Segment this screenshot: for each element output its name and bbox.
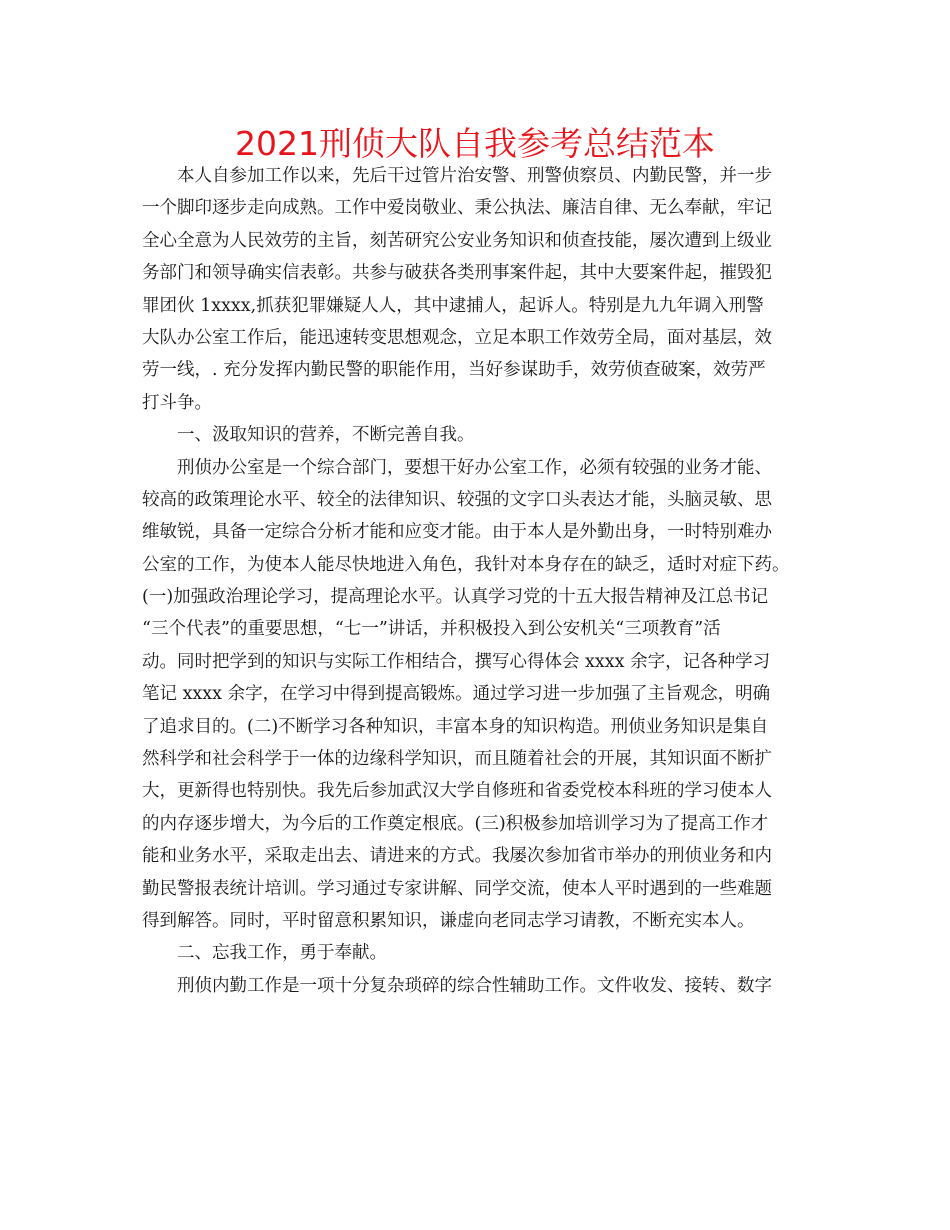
paragraph-line: (一)加强政治理论学习，提高理论水平。认真学习党的十五大报告精神及江总书记 [142,587,769,608]
paragraph-line: 劳一线，. 充分发挥内勤民警的职能作用，当好参谋助手，效劳侦查破案，效劳严 [142,360,766,381]
paragraph-line: 本人自参加工作以来，先后干过管片治安警、刑警侦察员、内勤民警，并一步 [177,166,772,186]
paragraph-line: 刑侦办公室是一个综合部门，要想干好办公室工作，必须有较强的业务才能、 [177,457,772,478]
section-heading: 二、忘我工作，勇于奉献。 [177,943,387,964]
paragraph-line: 公室的工作，为使本人能尽快地进入角色，我针对本身存在的缺乏，适时对症下药。 [142,554,790,575]
paragraph-line: 刑侦内勤工作是一项十分复杂琐碎的综合性辅助工作。文件收发、接转、数字 [177,975,772,996]
paragraph-line: 维敏锐，具备一定综合分析才能和应变才能。由于本人是外勤出身，一时特别难办 [142,522,772,543]
paragraph-line: 笔记 xxxx 余字，在学习中得到提高锻炼。通过学习进一步加强了主旨观念，明确 [142,684,771,705]
paragraph-line: 罪团伙 1xxxx,抓获犯罪嫌疑人人，其中逮捕人，起诉人。特别是九九年调入刑警 [142,295,764,316]
paragraph-line: 然科学和社会科学于一体的边缘科学知识，而且随着社会的开展，其知识面不断扩 [142,749,772,770]
paragraph-line: 的内存逐步增大，为今后的工作奠定根底。(三)积极参加培训学习为了提高工作才 [142,813,769,834]
paragraph-line: 大队办公室工作后，能迅速转变思想观念，立足本职工作效劳全局，面对基层，效 [142,327,772,348]
paragraph-line: 了追求目的。(二)不断学习各种知识，丰富本身的知识构造。刑侦业务知识是集自 [142,716,769,737]
paragraph-line: 能和业务水平，采取走出去、请进来的方式。我屡次参加省市举办的刑侦业务和内 [142,846,772,867]
paragraph-line: “三个代表”的重要思想，“七一”讲话，并积极投入到公安机关“三项教育”活 [142,619,721,640]
paragraph-line: 一个脚印逐步走向成熟。工作中爱岗敬业、秉公执法、廉洁自律、无么奉献，牢记 [142,198,772,219]
paragraph-line: 动。同时把学到的知识与实际工作相结合，撰写心得体会 xxxx 余字，记各种学习 [142,651,771,672]
section-heading: 一、汲取知识的营养，不断完善自我。 [177,425,475,446]
paragraph-line: 得到解答。同时，平时留意积累知识，谦虚向老同志学习请教，不断充实本人。 [142,910,755,931]
paragraph-line: 勤民警报表统计培训。学习通过专家讲解、同学交流，使本人平时遇到的一些难题 [142,878,772,899]
document-body [142,160,822,1002]
document-title: 2021刑侦大队自我参考总结范本 [235,124,715,163]
paragraph-line: 大，更新得也特别快。我先后参加武汉大学自修班和省委党校本科班的学习使本人 [142,781,772,802]
paragraph-line: 较高的政策理论水平、较全的法律知识、较强的文字口头表达才能，头脑灵敏、思 [142,489,772,510]
paragraph-line: 打斗争。 [142,392,212,413]
paragraph-line: 务部门和领导确实信表彰。共参与破获各类刑事案件起，其中大要案件起，摧毁犯 [142,263,772,284]
paragraph-line: 全心全意为人民效劳的主旨，刻苦研究公安业务知识和侦查技能，屡次遭到上级业 [142,230,772,251]
